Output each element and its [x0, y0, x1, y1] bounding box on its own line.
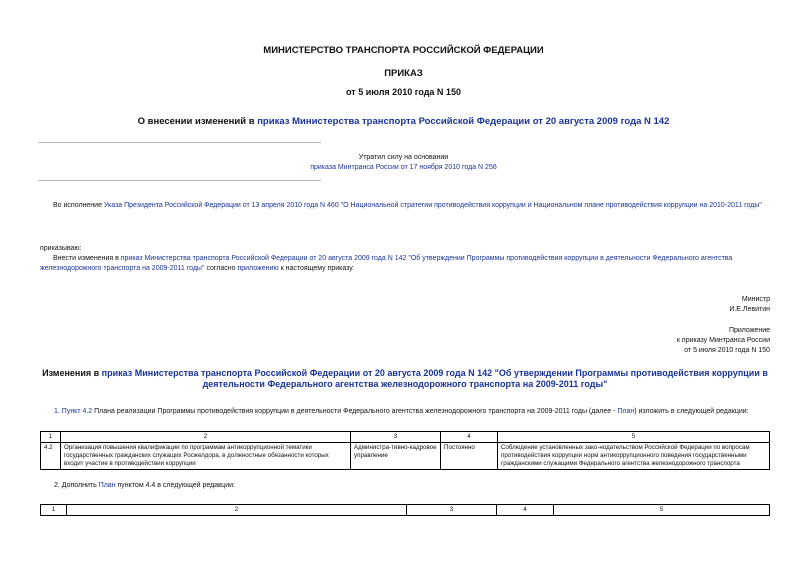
- lost-force-link[interactable]: приказа Минтранса России от 17 ноября 2010 года N 256: [310, 164, 497, 171]
- order-link[interactable]: приказ Министерства транспорта Российской Федерации от 20 августа 2009 года N 142 "Об утверждении Программы противодействия коррупции в деятельности Федерального агентства железнодорожного транспорта на 2009-2011 годы": [40, 255, 733, 272]
- item1-suffix: ) изложить в следующей редакции:: [634, 408, 749, 415]
- table-2: [40, 504, 770, 516]
- order-middle: согласно: [204, 265, 238, 272]
- table-2-header-cell: 1: [41, 505, 67, 516]
- table-2-header-row: [41, 505, 770, 516]
- divider-top: [38, 142, 321, 143]
- table-cell-term: Постоянно: [441, 443, 498, 470]
- table-1: [40, 431, 770, 470]
- document-type: ПРИКАЗ: [384, 68, 423, 79]
- changes-title: [40, 368, 770, 390]
- order-text: [40, 254, 770, 274]
- lost-force-note: [0, 153, 807, 173]
- preamble-prefix: Во исполнение: [53, 202, 104, 209]
- table-2-header-cell: 2: [67, 505, 407, 516]
- appendix-block: [677, 326, 770, 356]
- title-prefix: О внесении изменений в: [137, 116, 258, 127]
- appendix-line3: от 5 июля 2010 года N 150: [684, 347, 770, 354]
- appendix-link[interactable]: приложению: [237, 265, 279, 272]
- order-suffix: к настоящему приказу.: [278, 265, 355, 272]
- signature-name: И.Е.Левитин: [729, 306, 770, 313]
- item2-suffix: пунктом 4.4 в следующей редакции:: [115, 482, 235, 489]
- table-1-header-row: [41, 432, 770, 443]
- item1-link[interactable]: 1. Пункт 4.2: [54, 408, 93, 415]
- table-2-header-cell: 3: [407, 505, 497, 516]
- item1-plan-link[interactable]: План: [617, 408, 635, 415]
- preamble-link[interactable]: Указа Президента Российской Федерации от 13 апреля 2010 года N 460 "О Национальной стратегии противодействия коррупции и Национальном плане противодействия коррупции на 2010-2011 годы": [103, 202, 762, 209]
- changes-prefix: Изменения в: [42, 368, 102, 378]
- lost-force-line1: Утратил силу на основании: [358, 154, 449, 161]
- ministry-name: МИНИСТЕРСТВО ТРАНСПОРТА РОССИЙСКОЙ ФЕДЕРАЦИИ: [263, 45, 544, 56]
- table-row: [41, 443, 770, 470]
- order-word: приказываю:: [40, 245, 82, 252]
- title-link[interactable]: приказ Министерства транспорта Российской Федерации от 20 августа 2009 года N 142: [257, 116, 670, 127]
- order-prefix: Внести изменения в: [53, 255, 121, 262]
- changes-link[interactable]: приказ Министерства транспорта Российской Федерации от 20 августа 2009 года N 142 "Об утверждении Программы противодействия коррупции в деятельности Федерального агентства железнодорожного транспорта на 2009-2011 годы": [101, 368, 768, 389]
- signature-position: Министр: [741, 296, 770, 303]
- appendix-line2: к приказу Минтранса России: [676, 337, 770, 344]
- table-1-header-cell: 3: [351, 432, 441, 443]
- table-1-header-cell: 2: [61, 432, 351, 443]
- table-1-header-cell: 4: [441, 432, 498, 443]
- item1-text: Плана реализации Программы противодействия коррупции в деятельности Федерального агентства железнодорожного транспорта на 2009-2011 годы (далее -: [92, 408, 618, 415]
- item-2: [54, 481, 235, 491]
- signature-block: [729, 295, 770, 315]
- table-1-header-cell: 1: [41, 432, 61, 443]
- table-cell-result: Соблюдение установленных зако-нодательством Российской Федерации по вопросам противодействия коррупции норм антикоррупционного поведения государственными гражданскими служащими Федерального агентства железнодорожного транспорта: [498, 443, 770, 470]
- document-date: от 5 июля 2010 года N 150: [346, 87, 461, 97]
- preamble: [40, 201, 770, 211]
- table-1-header-cell: 5: [498, 432, 770, 443]
- table-cell-activity: Организация повышения квалификации по программам антикоррупционной тематики государственных гражданских служащих Росжелдора, в должностные обязанности которых входит участие в противодействии коррупции: [61, 443, 351, 470]
- table-cell-responsible: Администра-тивно-кадровое управление: [351, 443, 441, 470]
- table-cell-number: 4.2: [41, 443, 61, 470]
- item-1: [54, 407, 749, 417]
- table-2-header-cell: 4: [497, 505, 554, 516]
- divider-bottom: [38, 180, 321, 181]
- item2-prefix: 2. Дополнить: [54, 482, 99, 489]
- document-title: [0, 116, 807, 127]
- item2-plan-link[interactable]: План: [98, 482, 116, 489]
- table-2-header-cell: 5: [554, 505, 770, 516]
- appendix-line1: Приложение: [728, 327, 770, 334]
